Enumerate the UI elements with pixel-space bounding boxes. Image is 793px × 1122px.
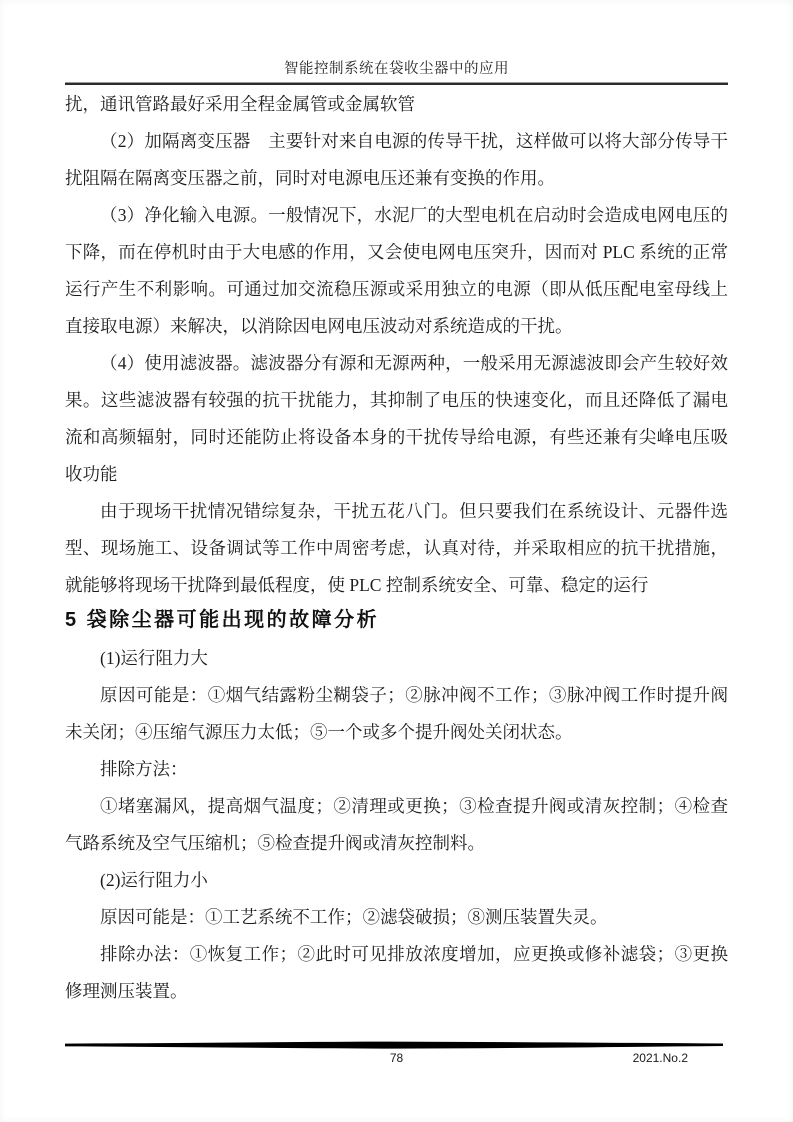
footer-row: [65, 1050, 728, 1068]
paragraph: (2)运行阻力小: [100, 870, 208, 890]
paragraph: （2）加隔离变压器 主要针对来自电源的传导干扰，这样做可以将大部分传导干扰阻隔在隔离变压器之前，同时对电源电压还兼有变换的作用。: [65, 131, 728, 188]
page-footer: [65, 1040, 728, 1068]
page-header: [65, 0, 728, 85]
issue-label: 2021.No.2: [632, 1051, 688, 1065]
paragraph: （4）使用滤波器。滤波器分有源和无源两种，一般采用无源滤波即会产生较好效果。这些滤波器有较强的抗干扰能力，其抑制了电压的快速变化，而且还降低了漏电流和高频辐射，同时还能防止将设备本身的干扰传导给电源，有些还兼有尖峰电压吸收功能: [65, 353, 728, 484]
paragraph: 扰，通讯管路最好采用全程金属管或金属软管: [65, 94, 415, 114]
paragraph: 由于现场干扰情况错综复杂，干扰五花八门。但只要我们在系统设计、元器件选型、现场施工、设备调试等工作中周密考虑，认真对待，并采取相应的抗干扰措施，就能够将现场干扰降到最低程度，使 PLC 控制系统安全、可靠、稳定的运行: [65, 501, 728, 595]
running-header-title: 智能控制系统在袋收尘器中的应用: [284, 61, 509, 77]
paragraph: 排除方法：: [100, 759, 188, 779]
footer-divider: [65, 1040, 725, 1050]
page-number: 78: [389, 1051, 404, 1065]
section-heading: 5 袋除尘器可能出现的故障分析: [65, 609, 380, 631]
paragraph: （3）净化输入电源。一般情况下，水泥厂的大型电机在启动时会造成电网电压的下降，而在停机时由于大电感的作用，又会使电网电压突升，因而对 PLC 系统的正常运行产生不利影响。可通过加交流稳压源或采用独立的电源（即从低压配电室母线上直接取电源）来解决，以消除因电网电压波动对系统造成的干扰。: [65, 205, 728, 336]
paragraph: (1)运行阻力大: [100, 648, 208, 668]
page-content-area: [65, 0, 728, 1010]
header-divider: [65, 82, 728, 85]
paragraph: 原因可能是：①烟气结露粉尘糊袋子；②脉冲阀不工作；③脉冲阀工作时提升阀未关闭；④压缩气源压力太低；⑤一个或多个提升阀处关闭状态。: [65, 685, 728, 742]
document-body: [65, 86, 728, 1010]
paragraph: 排除办法：①恢复工作；②此时可见排放浓度增加，应更换或修补滤袋；③更换修理测压装置。: [65, 944, 728, 1001]
paragraph: 原因可能是：①工艺系统不工作；②滤袋破损；⑧测压装置失灵。: [100, 907, 608, 927]
paragraph: ①堵塞漏风，提高烟气温度；②清理或更换；③检查提升阀或清灰控制；④检查气路系统及空气压缩机；⑤检查提升阀或清灰控制料。: [65, 796, 728, 853]
